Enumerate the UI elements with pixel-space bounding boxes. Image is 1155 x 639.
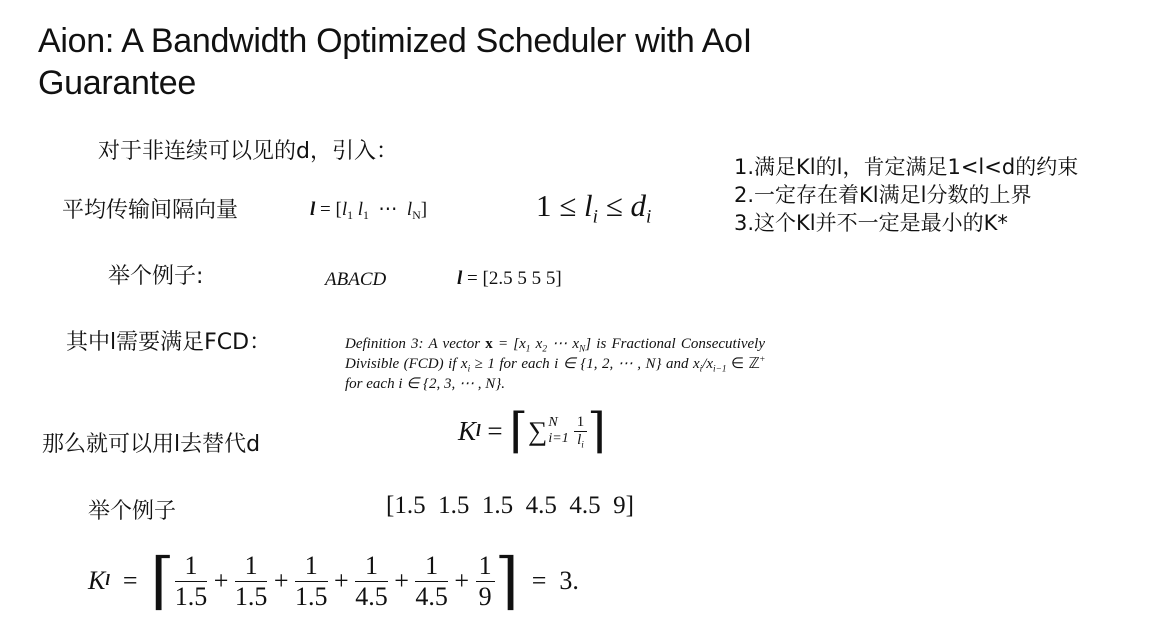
k-result-equation: K l = ⌈ $\frac{1}{1.5}$ + $\frac{1}{1.5}$ + $\frac{1}{1.5}$ + $\frac{1}{4.5}$ + $\frac{1}{4.5}$ + $\frac{1}{9}$ ⌉ = 3. (88, 546, 579, 616)
k-symbol: K (458, 415, 477, 446)
fcd-label: 其中l需要满足FCD： (66, 330, 272, 355)
slide-title (38, 20, 752, 104)
left-ceil: ⌈ (509, 405, 529, 458)
avg-vector-label: 平均传输间隔向量 (62, 198, 239, 223)
left-ceil: ⌈ (150, 548, 175, 616)
l2-symbol: l (357, 199, 364, 220)
def-vec-4: ⋯ x (546, 336, 580, 352)
constraint-formula (536, 188, 652, 228)
right-ceil: ⌉ (494, 548, 519, 616)
example-1-sequence: ABACD (325, 269, 387, 290)
fraction-1 (175, 551, 208, 612)
def-i-2: i (699, 364, 703, 375)
plus-sign-1: + (213, 566, 229, 595)
sum-fraction (574, 414, 588, 449)
numerator-3: 1 (295, 551, 328, 582)
constraint-le-2: ≤ (605, 188, 623, 223)
notes-list (734, 153, 1078, 237)
constraint-one: 1 (536, 188, 552, 223)
den-l: l (577, 431, 582, 448)
k-equals: = (487, 415, 503, 446)
fcd-definition (345, 334, 765, 394)
equals-sign: = (320, 199, 331, 220)
k-equals: = (122, 566, 138, 595)
def-in: ∈ ℤ (726, 356, 760, 372)
denominator-5: 4.5 (415, 581, 448, 611)
fraction-5 (415, 551, 448, 612)
constraint-d-sub: i (646, 206, 652, 228)
def-vec-1: 1 (525, 344, 531, 355)
slide-title-line-1: Aion: A Bandwidth Optimized Scheduler with AoI (38, 22, 752, 60)
numerator-1: 1 (175, 551, 208, 582)
lN-symbol: l (406, 199, 413, 220)
constraint-d: d (630, 188, 646, 223)
plus-sign-2: + (273, 566, 289, 595)
numerator-5: 1 (415, 551, 448, 582)
example-2-vector: [1.5 1.5 1.5 4.5 4.5 9] (386, 492, 634, 519)
bold-l-symbol: l (457, 268, 463, 289)
def-vec-2: x (530, 336, 543, 352)
l1-symbol: l (341, 199, 348, 220)
example-2-label: 举个例子 (88, 499, 177, 524)
constraint-le-1: ≤ (559, 188, 577, 223)
ellipsis: ⋯ (378, 199, 398, 220)
sum-bottom: i=1 (548, 431, 569, 446)
note-item-1: 1.满足Kl的l，肯定满足1<l<d的约束 (734, 155, 1079, 179)
result-value: = 3. (531, 566, 579, 595)
example-1-vector (457, 268, 562, 290)
def-plus: + (759, 355, 765, 365)
def-cond: ≥ 1 for each i ∈ {1, 2, ⋯ , N} and x (470, 356, 700, 372)
right-ceil: ⌉ (587, 405, 606, 458)
k-formula: K l = ⌈ ∑ N i=1 $\frac{1}{l_i}$ ⌉ (458, 405, 606, 458)
den-i: i (581, 439, 584, 450)
note-item-3: 3.这个Kl并不一定是最小的K* (734, 211, 1008, 235)
avg-vector-formula (310, 198, 427, 221)
def-tail: for each i ∈ {2, 3, ⋯ , N}. (345, 376, 506, 392)
def-i: i (467, 364, 471, 375)
denominator-3: 1.5 (295, 581, 328, 611)
constraint-l-sub: i (592, 206, 598, 228)
fraction-4 (355, 551, 388, 612)
fraction-6 (476, 551, 495, 612)
vector-close-bracket: ] (420, 199, 428, 220)
def-div: /x (702, 356, 714, 372)
intro-text: 对于非连续可以见的d，引入： (98, 139, 398, 164)
def-x: x (485, 336, 493, 352)
k-symbol: K (88, 566, 106, 595)
note-item-2: 2.一定存在着Kl满足l分数的上界 (734, 183, 1032, 207)
denominator-1: 1.5 (174, 581, 208, 611)
sum-fraction-numerator: 1 (574, 414, 588, 432)
lN-subscript: N (412, 209, 421, 223)
l2-subscript: 1 (363, 209, 369, 223)
def-vec-3: 2 (542, 344, 547, 355)
plus-sign-4: + (394, 566, 409, 595)
numerator-4: 1 (355, 551, 388, 582)
l1-subscript: 1 (347, 209, 353, 223)
replace-label: 那么就可以用l去替代d (42, 432, 261, 457)
sum-top: N (548, 415, 558, 430)
denominator-6: 9 (478, 581, 492, 611)
sum-expression (528, 414, 587, 449)
numerator-2: 1 (235, 551, 268, 582)
bold-l-symbol: l (310, 199, 316, 220)
fraction-2 (235, 551, 268, 612)
sum-symbol: ∑ (528, 415, 548, 446)
example-1-label: 举个例子: (108, 264, 204, 289)
sum-limits (548, 415, 568, 447)
denominator-4: 4.5 (355, 581, 388, 611)
numerator-6: 1 (476, 551, 495, 582)
def-head: Definition 3: A vector (345, 336, 486, 352)
vector-open-bracket: [ (335, 199, 342, 220)
example-1-values: = [2.5 5 5 5] (467, 268, 562, 289)
def-vec-6: ] is Fractional Consecutively Divisible (FCD) if x (345, 336, 765, 372)
constraint-l: l (584, 188, 593, 223)
def-vec-5: N (579, 344, 586, 355)
sum-fraction-denominator (574, 432, 588, 449)
plus-sign-3: + (334, 566, 349, 595)
def-im1: i−1 (713, 364, 727, 375)
fraction-3 (295, 551, 328, 612)
slide-title-line-2: Guarantee (38, 64, 196, 102)
plus-sign-5: + (454, 566, 470, 595)
def-vec: = [x (492, 336, 526, 352)
denominator-2: 1.5 (234, 581, 268, 611)
